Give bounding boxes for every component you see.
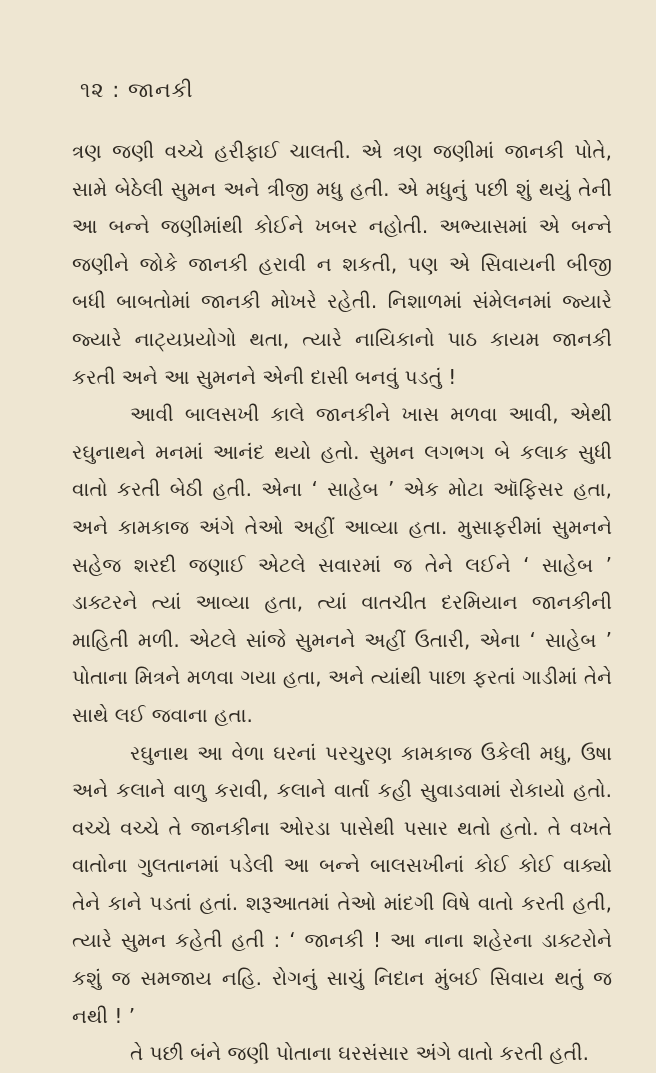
paragraph-1: ત્રણ જણી વચ્ચે હરીફાઈ ચાલતી. એ ત્રણ જણીમાં જાનકી પોતે, સામે બેઠેલી સુમન અને ત્રીજી મધુ હતી. એ મધુનું પછી શું થયું તેની આ બન્ને જણીમાંથી કોઈને ખબર નહોતી. અભ્યાસમાં એ બન્ને જણીને જોકે જાનકી હરાવી ન શકતી, પણ એ સિવાયની બીજી બધી બાબતોમાં જાનકી મોખરે રહેતી. નિશાળમાં સંમેલનમાં જ્યારે જ્યારે નાટ્યપ્રયોગો થતા, ત્યારે નાયિકાનો પાઠ કાયમ જાનકી કરતી અને આ સુમનને એની દાસી બનવું પડતું ! (72, 139, 612, 389)
paragraph-2: આવી બાલસખી કાલે જાનકીને ખાસ મળવા આવી, એથી રઘુનાથને મનમાં આનંદ થયો હતો. સુમન લગભગ બે કલાક સુધી વાતો કરતી બેઠી હતી. એના ‘ સાહેબ ’ એક મોટા ઑફિસર હતા, અને કામકાજ અંગે તેઓ અહીં આવ્યા હતા. મુસાફરીમાં સુમનને સહેજ શરદી જણાઈ એટલે સવારમાં જ તેને લઈને ‘ સાહેબ ’ ડાક્ટરને ત્યાં આવ્યા હતા, ત્યાં વાતચીત દરમિયાન જાનકીની માહિતી મળી. એટલે સાંજે સુમનને અહીં ઉતારી, એના ‘ સાહેબ ’ પોતાના મિત્રને મળવા ગયા હતા, અને ત્યાંથી પાછા ફરતાં ગાડીમાં તેને સાથે લઈ જવાના હતા. (72, 402, 612, 727)
paragraph-4: તે પછી બંને જણી પોતાના ઘરસંસાર અંગે વાતો કરતી હતી. (130, 1041, 589, 1066)
paragraph-3: રઘુનાથ આ વેળા ઘરનાં પરચુરણ કામકાજ ઉકેલી મધુ, ઉષા અને કલાને વાળુ કરાવી, કલાને વાર્તા કહી સુવાડવામાં રોકાયો હતો. વચ્ચે વચ્ચે તે જાનકીના ઓરડા પાસેથી પસાર થતો હતો. તે વખતે વાતોના ગુલતાનમાં પડેલી આ બન્ને બાલસખીનાં કોઈ કોઈ વાક્યો તેને કાને પડતાં હતાં. શરૂઆતમાં તેઓ માંદગી વિષે વાતો કરતી હતી, ત્યારે સુમન કહેતી હતી : ‘ જાનકી ! આ નાના શહેરના ડાક્ટરોને કશું જ સમજાય નહિ. રોગનું સાચું નિદાન મુંબઈ સિવાય થતું જ નથી ! ’ (72, 740, 612, 1028)
running-head: ૧૨ : જાનકી (80, 78, 194, 102)
body-text (72, 133, 612, 1073)
